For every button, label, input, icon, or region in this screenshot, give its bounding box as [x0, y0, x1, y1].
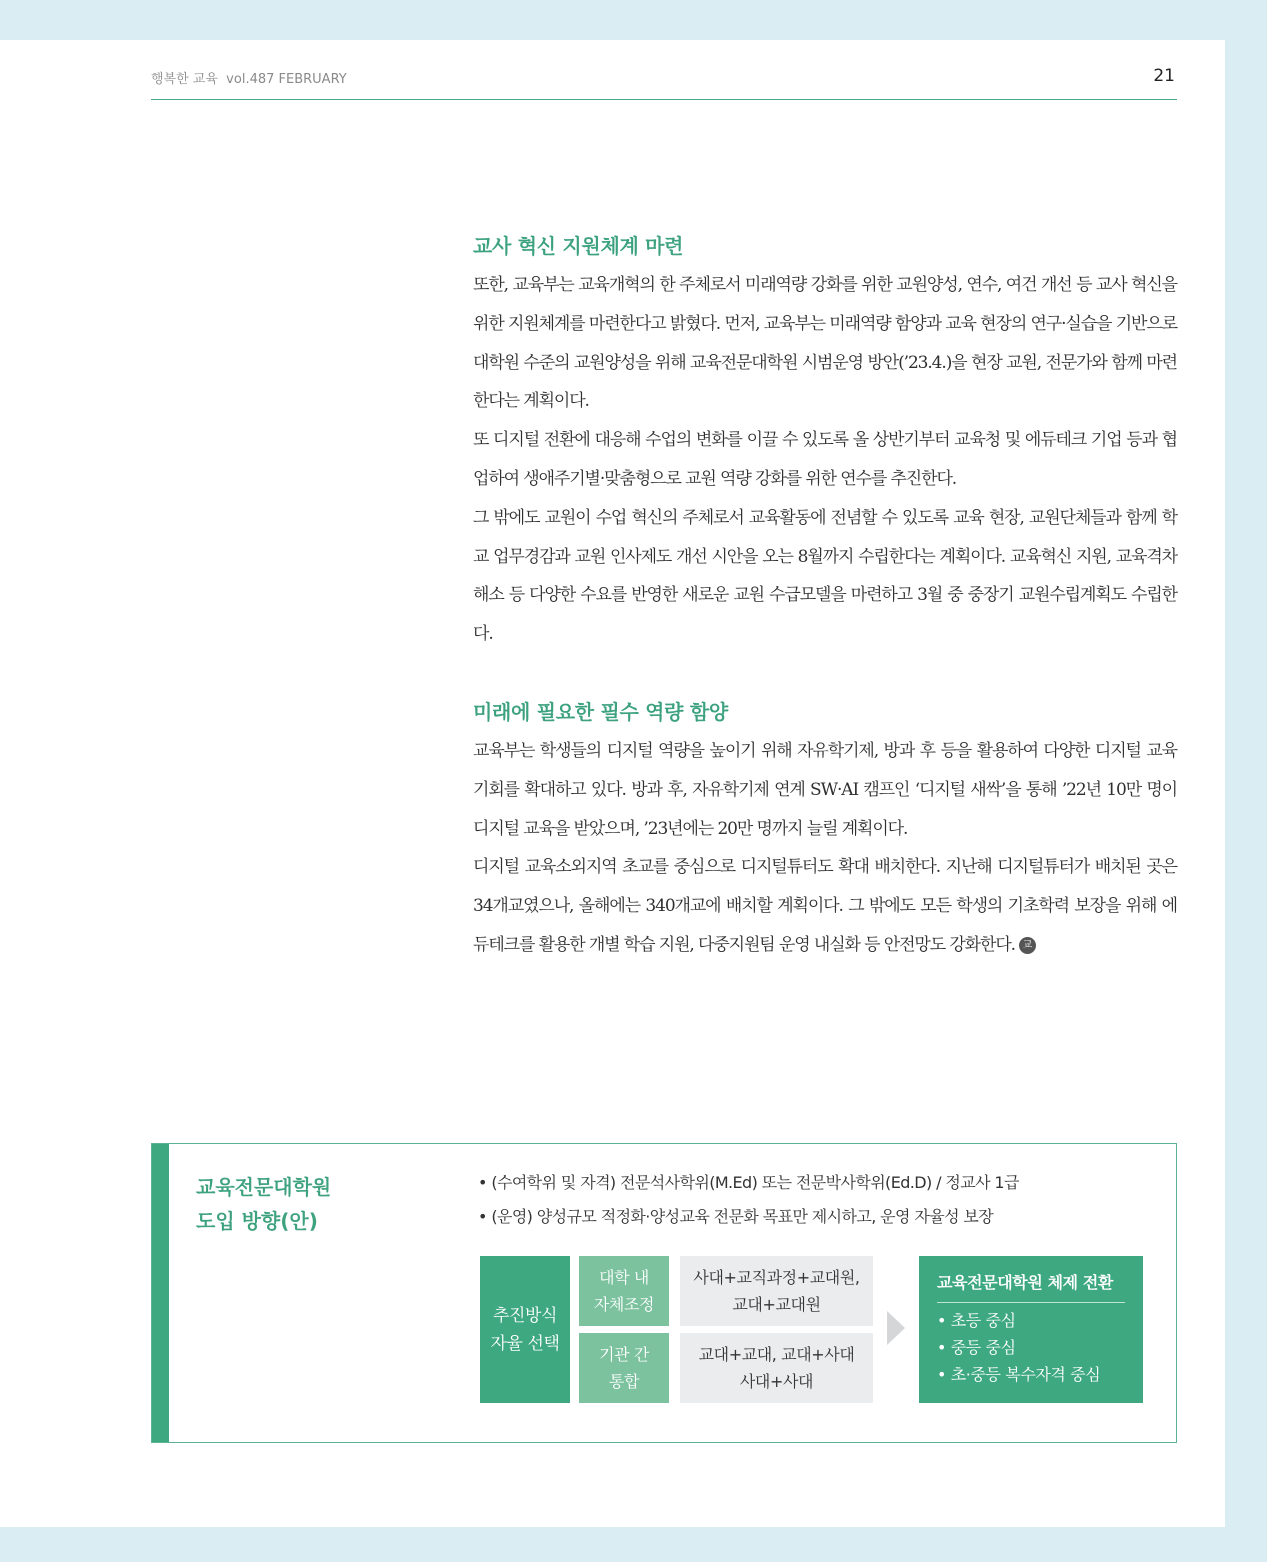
method-box: 추진방식 자율 선택: [480, 1256, 570, 1403]
paragraph: 또한, 교육부는 교육개혁의 한 주체로서 미래역량 강화를 위한 교원양성, 연수, 여건 개선 등 교사 혁신을 위한 지원체계를 마련한다고 밝혔다. 먼저, 교육부는 미래역량 함양과 교육 현장의 연구·실습을 기반으로 대학원 수준의 교원양성을 위해 교육전문대학원 시범운영 방안(’23.4.)을 현장 교원, 전문가와 함께 마련한다는 계획이다.: [473, 275, 1177, 412]
running-header: 행복한 교육 vol.487 FEBRUARY: [151, 72, 347, 87]
section-title: 교사 혁신 지원체계 마련: [473, 234, 684, 258]
article-body: [473, 232, 1177, 965]
paragraph: 교육부는 학생들의 디지털 역량을 높이기 위해 자유학기제, 방과 후 등을 활용하여 다양한 디지털 교육 기회를 확대하고 있다. 방과 후, 자유학기제 연계 SW·AI 캠프인 ‘디지털 새싹’을 통해 ’22년 10만 명이 디지털 교육을 받았으며, ’23년에는 20만 명까지 늘릴 계획이다.: [473, 740, 1177, 839]
info-box: [151, 1143, 1177, 1443]
info-box-title: [196, 1170, 331, 1238]
section-gap: [473, 654, 1177, 698]
paragraph: 또 디지털 전환에 대응해 수업의 변화를 이끌 수 있도록 올 상반기부터 교육청 및 에듀테크 기업 등과 협업하여 생애주기별·맞춤형으로 교원 역량 강화를 위한 연수를 추진한다.: [473, 430, 1177, 489]
paragraph-last: [473, 848, 1177, 964]
result-item: • 초등 중심: [937, 1311, 1016, 1330]
page: [0, 40, 1225, 1527]
accent-bar: [152, 1144, 169, 1442]
result-item: • 중등 중심: [937, 1338, 1016, 1357]
option-box-merge: 기관 간 통합: [579, 1333, 669, 1403]
page-number: 21: [1153, 66, 1175, 86]
option-desc-internal: 사대+교직과정+교대원, 교대+교대원: [680, 1256, 873, 1326]
info-bullets: [478, 1166, 1158, 1234]
paragraph: 그 밖에도 교원이 수업 혁신의 주체로서 교육활동에 전념할 수 있도록 교육 현장, 교원단체들과 함께 학교 업무경감과 교원 인사제도 개선 시안을 오는 8월까지 수립한다는 계획이다. 교육혁신 지원, 교육격차 해소 등 다양한 수요를 반영한 새로운 교원 수급모델을 마련하고 3월 중 중장기 교원수립계획도 수립한다.: [473, 507, 1177, 645]
end-mark-icon: 교: [1019, 937, 1036, 954]
result-box: [919, 1256, 1143, 1403]
bullet-item: • (수여학위 및 자격) 전문석사학위(M.Ed) 또는 전문박사학위(Ed.D) / 정교사 1급: [478, 1173, 1019, 1192]
result-item: • 초·중등 복수자격 중심: [937, 1365, 1101, 1384]
option-box-internal: 대학 내 자체조정: [579, 1256, 669, 1326]
arrow-right-icon: [887, 1311, 905, 1345]
option-desc-merge: 교대+교대, 교대+사대 사대+사대: [680, 1333, 873, 1403]
info-box-title-line: 교육전문대학원: [196, 1175, 332, 1199]
info-box-title-line: 도입 방향(안): [196, 1209, 318, 1233]
section-title: 미래에 필요한 필수 역량 함양: [473, 699, 728, 724]
result-title: 교육전문대학원 체제 전환: [937, 1270, 1125, 1303]
header-rule: [151, 99, 1177, 100]
bullet-item: • (운영) 양성규모 적정화·양성교육 전문화 목표만 제시하고, 운영 자율성 보장: [478, 1207, 994, 1226]
paragraph-text: 디지털 교육소외지역 초교를 중심으로 디지털튜터도 확대 배치한다. 지난해 디지털튜터가 배치된 곳은 34개교였으나, 올해에는 340개교에 배치할 계획이다. 그 밖에도 모든 학생의 기초학력 보장을 위해 에듀테크를 활용한 개별 학습 지원, 다중지원팀 운영 내실화 등 안전망도 강화한다.: [473, 857, 1177, 955]
